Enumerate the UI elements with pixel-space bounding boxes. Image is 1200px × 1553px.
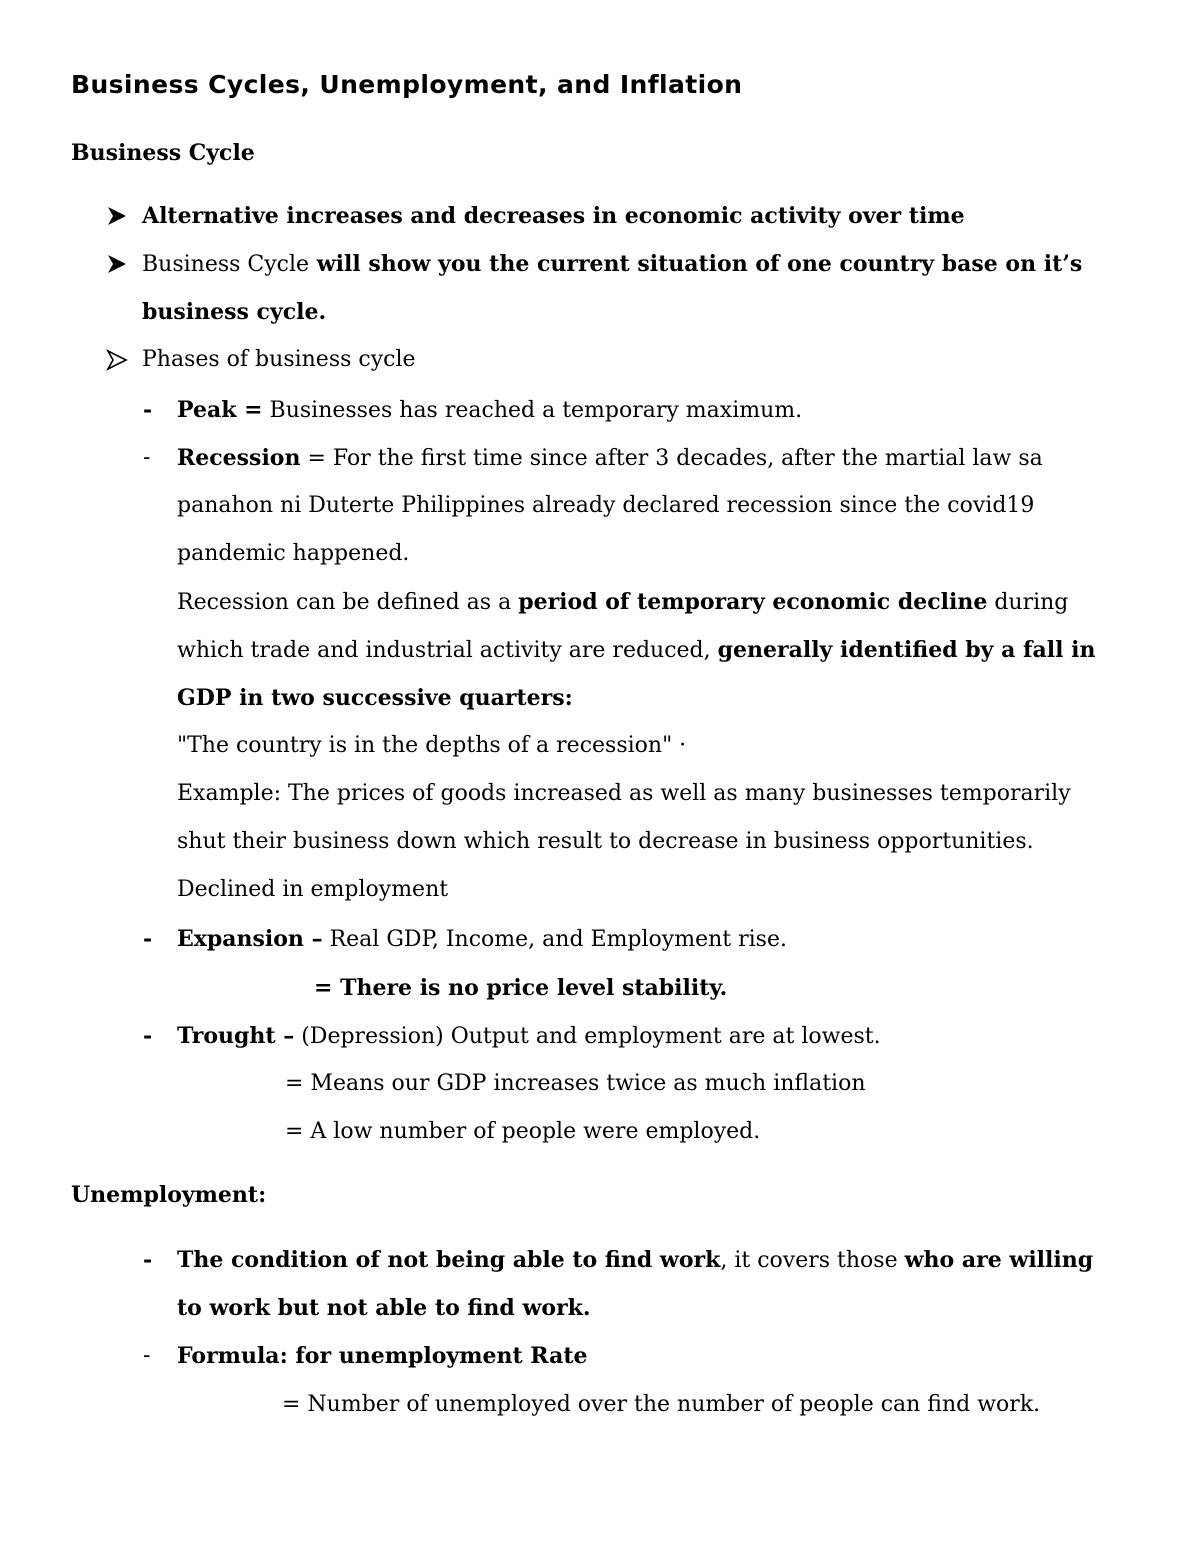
phase-recession: [177, 443, 1043, 474]
text-normal: which trade and industrial activity are reduced,: [177, 638, 718, 663]
section-heading-business-cycle: Business Cycle: [71, 140, 255, 166]
unemployment-definition: to work but not able to find work.: [177, 1295, 591, 1321]
recession-example: Declined in employment: [177, 877, 449, 902]
bullet-text-bold: will show you the current situation of one country base on it’s: [309, 251, 1083, 277]
phase-expansion: [177, 924, 787, 955]
expansion-note: = There is no price level stability.: [314, 975, 728, 1001]
arrowhead-bullet-icon: [104, 201, 130, 231]
phase-term: Expansion –: [177, 926, 323, 952]
phase-text: Real GDP, Income, and Employment rise.: [322, 927, 787, 952]
bullet-text-continuation: business cycle.: [142, 299, 327, 325]
dash-bullet: -: [143, 397, 153, 423]
recession-example: Example: The prices of goods increased as well as many businesses temporarily: [177, 781, 1071, 806]
dash-bullet: -: [143, 1023, 153, 1049]
bullet-text: Phases of business cycle: [142, 347, 416, 372]
bullet-text: [142, 249, 1082, 280]
recession-definition: [177, 635, 1095, 666]
phase-text: = For the first time since after 3 decades, after the martial law sa: [300, 446, 1043, 471]
bullet-text: Alternative increases and decreases in economic activity over time: [142, 203, 965, 229]
phase-text: Businesses has reached a temporary maximum.: [262, 398, 803, 423]
phase-term: Trought –: [177, 1023, 295, 1049]
dash-bullet: -: [143, 445, 151, 470]
dash-bullet: -: [143, 1247, 153, 1273]
arrowhead-bullet-icon: [104, 249, 130, 279]
text-bold: The condition of not being able to find work: [177, 1247, 721, 1273]
phase-text: (Depression) Output and employment are at lowest.: [294, 1024, 881, 1049]
phase-term: Recession: [177, 445, 301, 471]
formula-text: = Number of unemployed over the number of people can find work.: [282, 1392, 1041, 1417]
text-bold: who are willing: [904, 1247, 1094, 1273]
dash-bullet: -: [143, 1343, 151, 1368]
text-normal: , it covers those: [720, 1248, 905, 1273]
recession-definition: GDP in two successive quarters:: [177, 685, 573, 711]
phase-trough: [177, 1021, 881, 1052]
recession-line: pandemic happened.: [177, 541, 410, 566]
formula-label: Formula: for unemployment Rate: [177, 1343, 588, 1369]
document-title: Business Cycles, Unemployment, and Inflation: [71, 70, 743, 99]
trough-note: = Means our GDP increases twice as much inflation: [285, 1071, 866, 1096]
recession-definition: [177, 587, 1068, 618]
text-bold: period of temporary economic decline: [518, 589, 988, 615]
text-bold: generally identified by a fall in: [717, 637, 1096, 663]
recession-quote: "The country is in the depths of a recession" ·: [177, 733, 687, 758]
phase-term: Peak =: [177, 397, 263, 423]
text-normal: Recession can be defined as a: [177, 590, 519, 615]
bullet-text-normal: Business Cycle: [142, 252, 310, 277]
phase-peak: [177, 395, 802, 426]
arrowhead-bullet-icon: [104, 345, 130, 375]
text-normal: during: [987, 590, 1069, 615]
trough-note: = A low number of people were employed.: [285, 1119, 761, 1144]
dash-bullet: -: [143, 926, 153, 952]
unemployment-definition: [177, 1245, 1093, 1276]
recession-line: panahon ni Duterte Philippines already declared recession since the covid19: [177, 493, 1035, 518]
section-heading-unemployment: Unemployment:: [71, 1182, 267, 1208]
recession-example: shut their business down which result to decrease in business opportunities.: [177, 829, 1034, 854]
